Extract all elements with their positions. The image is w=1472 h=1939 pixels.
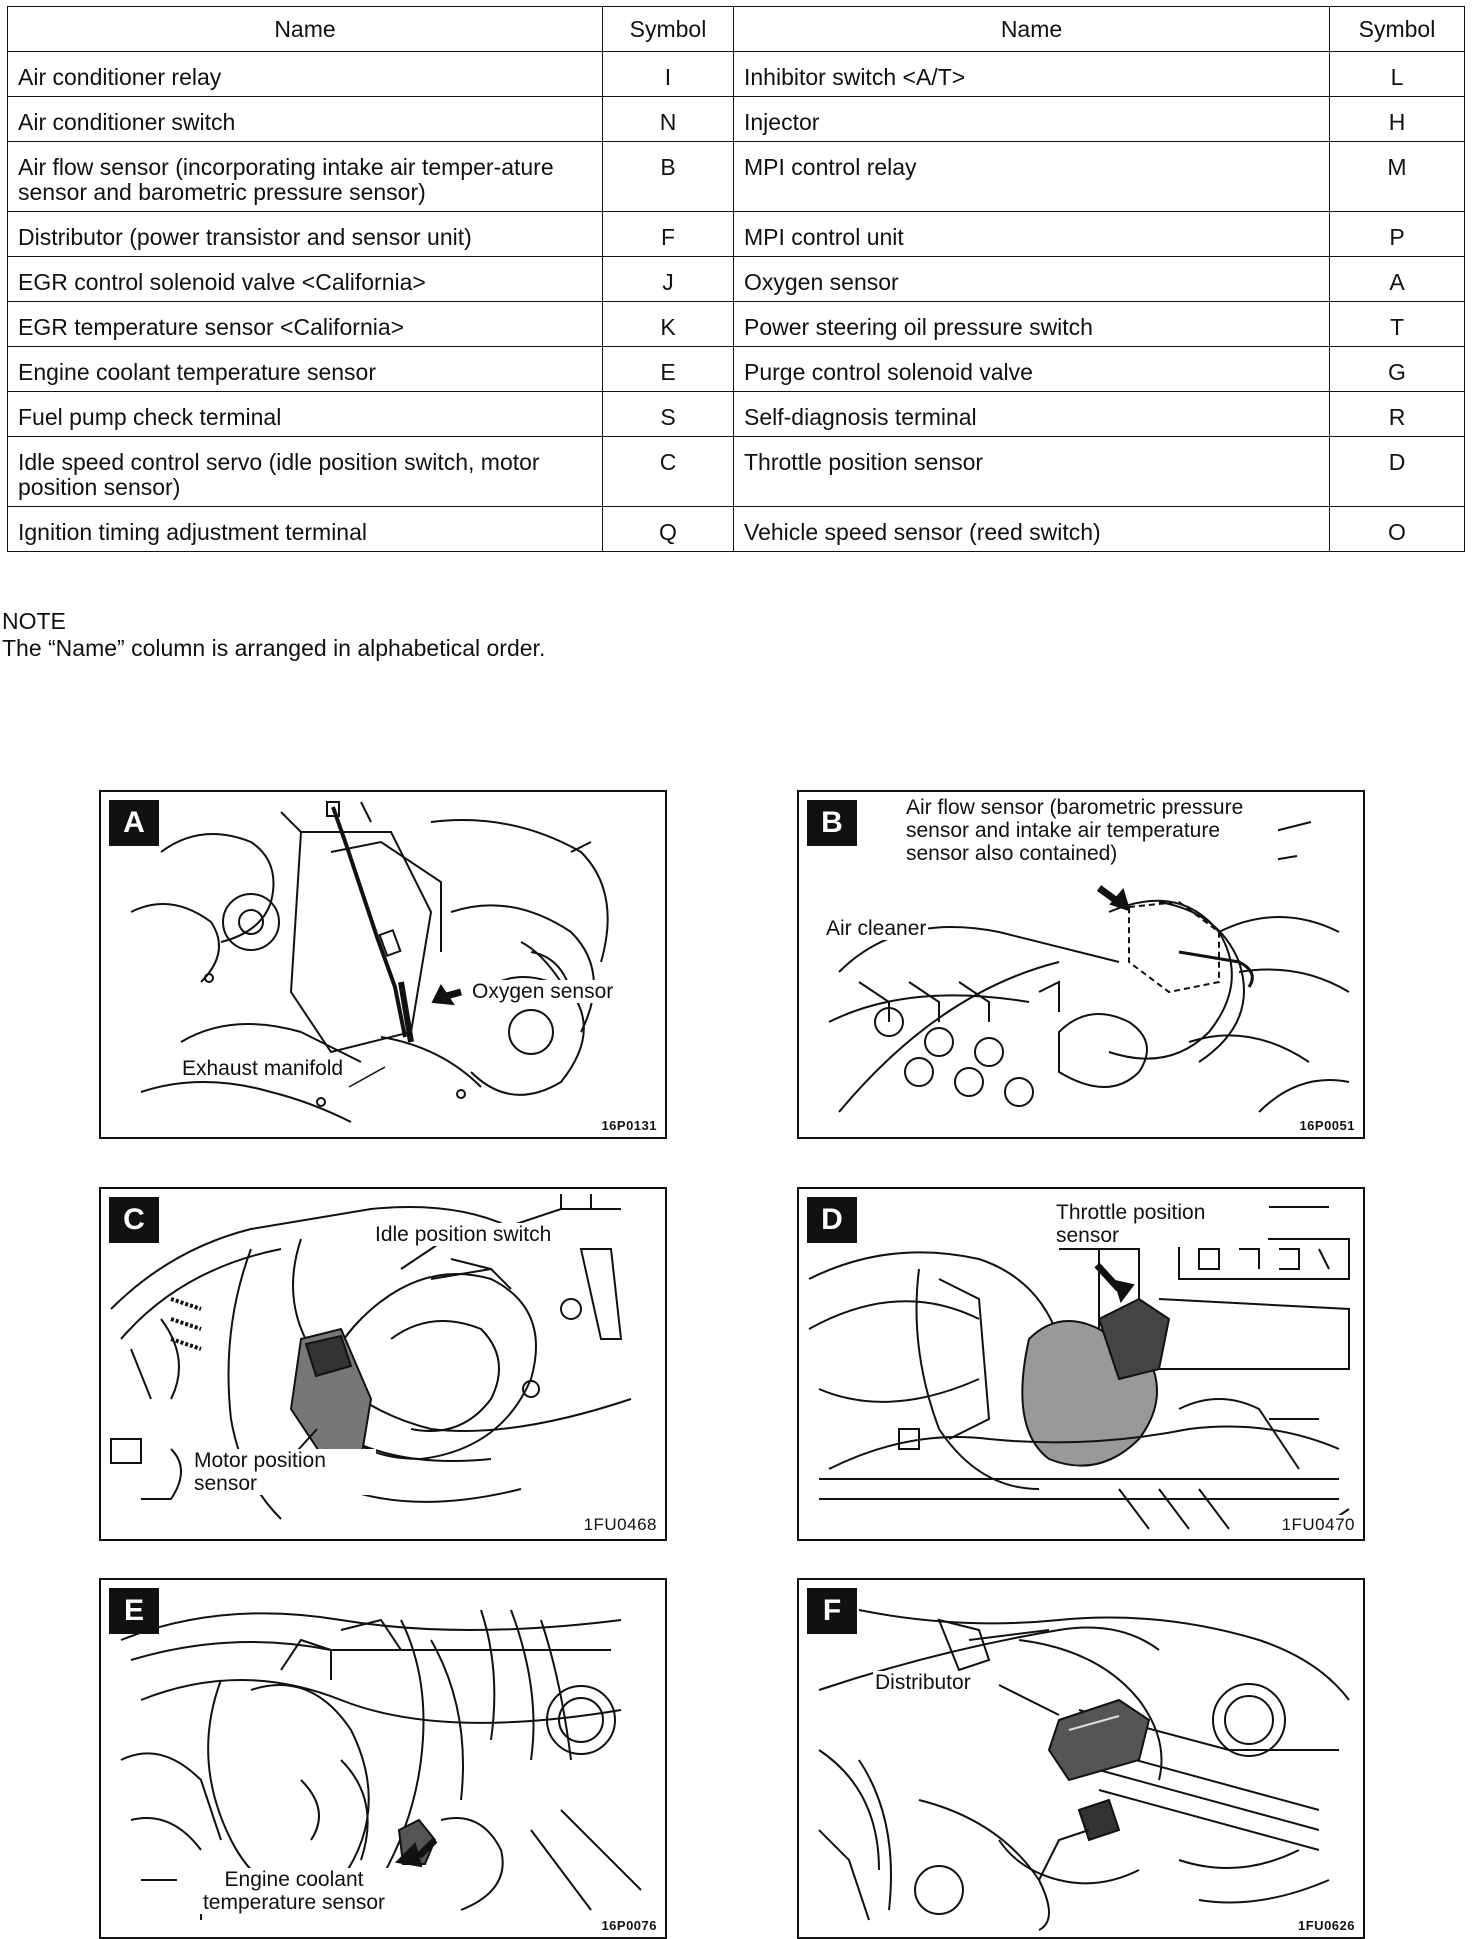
component-symbol: M	[1330, 142, 1465, 212]
component-symbol: E	[603, 347, 734, 392]
oxygen-sensor-label: Oxygen sensor	[472, 980, 614, 1003]
component-symbol: R	[1330, 392, 1465, 437]
throttle-position-sensor-label: Throttle position sensor	[1054, 1201, 1268, 1247]
figure-letter: D	[807, 1197, 857, 1243]
component-name: MPI control relay	[734, 142, 1330, 212]
component-name: Distributor (power transistor and sensor unit)	[8, 212, 603, 257]
figure-a	[99, 790, 667, 1139]
air-cleaner-label: Air cleaner	[826, 917, 927, 940]
component-symbol: S	[603, 392, 734, 437]
figure-c	[99, 1187, 667, 1541]
engine-illustration-a	[101, 792, 665, 1137]
component-symbol: C	[603, 437, 734, 507]
engine-illustration-f	[799, 1580, 1363, 1937]
table-row	[8, 212, 1465, 257]
component-name: Injector	[734, 97, 1330, 142]
note	[2, 608, 545, 662]
component-name: MPI control unit	[734, 212, 1330, 257]
component-symbol: O	[1330, 507, 1465, 552]
exhaust-manifold-label: Exhaust manifold	[182, 1057, 344, 1080]
table-row	[8, 392, 1465, 437]
component-name: Air conditioner switch	[8, 97, 603, 142]
motor-position-sensor-label: Motor position sensor	[192, 1449, 376, 1495]
figure-d	[797, 1187, 1365, 1541]
table-row	[8, 507, 1465, 552]
distributor-label: Distributor	[875, 1671, 971, 1694]
figure-code: 1FU0626	[1298, 1918, 1355, 1933]
figure-e	[99, 1578, 667, 1939]
figure-letter: A	[109, 800, 159, 846]
figure-code: 16P0051	[1299, 1118, 1355, 1133]
note-text: The “Name” column is arranged in alphabetical order.	[2, 635, 546, 661]
figure-code: 1FU0468	[583, 1515, 657, 1534]
figure-f	[797, 1578, 1365, 1939]
table-row	[8, 437, 1465, 507]
header-symbol-right: Symbol	[1330, 7, 1465, 52]
component-name: Air flow sensor (incorporating intake air temper-ature sensor and barometric pressure sensor)	[8, 142, 603, 212]
component-name: Power steering oil pressure switch	[734, 302, 1330, 347]
header-name-left: Name	[8, 7, 603, 52]
component-symbol: I	[603, 52, 734, 97]
component-name: Throttle position sensor	[734, 437, 1330, 507]
component-symbol: Q	[603, 507, 734, 552]
component-name: EGR temperature sensor <California>	[8, 302, 603, 347]
component-name: Purge control solenoid valve	[734, 347, 1330, 392]
component-symbol: H	[1330, 97, 1465, 142]
component-symbol: N	[603, 97, 734, 142]
component-symbol: P	[1330, 212, 1465, 257]
component-name: Air conditioner relay	[8, 52, 603, 97]
table-row	[8, 302, 1465, 347]
component-symbol: F	[603, 212, 734, 257]
figure-letter: F	[807, 1588, 857, 1634]
component-table	[7, 6, 1465, 552]
header-symbol-left: Symbol	[603, 7, 734, 52]
figure-code: 16P0076	[601, 1918, 657, 1933]
component-symbol: G	[1330, 347, 1465, 392]
figure-code: 1FU0470	[1281, 1515, 1355, 1534]
component-symbol: J	[603, 257, 734, 302]
table-row	[8, 142, 1465, 212]
component-symbol: K	[603, 302, 734, 347]
component-name: Ignition timing adjustment terminal	[8, 507, 603, 552]
engine-coolant-temperature-sensor-label: Engine coolant temperature sensor	[177, 1868, 411, 1914]
figure-letter: C	[109, 1197, 159, 1243]
component-name: Engine coolant temperature sensor	[8, 347, 603, 392]
component-name: Inhibitor switch <A/T>	[734, 52, 1330, 97]
figure-letter: B	[807, 800, 857, 846]
component-symbol: T	[1330, 302, 1465, 347]
component-symbol: D	[1330, 437, 1465, 507]
table-row	[8, 347, 1465, 392]
figure-b	[797, 790, 1365, 1139]
component-symbol: B	[603, 142, 734, 212]
table-row	[8, 257, 1465, 302]
header-name-right: Name	[734, 7, 1330, 52]
air-flow-sensor-label: Air flow sensor (barometric pressure sensor and intake air temperature sensor also contained)	[904, 796, 1278, 865]
component-name: Idle speed control servo (idle position switch, motor position sensor)	[8, 437, 603, 507]
note-title: NOTE	[2, 608, 66, 634]
component-name: Self-diagnosis terminal	[734, 392, 1330, 437]
component-symbol: L	[1330, 52, 1465, 97]
table-header-row	[8, 7, 1465, 52]
table-row	[8, 52, 1465, 97]
component-symbol: A	[1330, 257, 1465, 302]
component-name: Vehicle speed sensor (reed switch)	[734, 507, 1330, 552]
figure-letter: E	[109, 1588, 159, 1634]
idle-position-switch-label: Idle position switch	[375, 1223, 552, 1246]
figure-code: 16P0131	[601, 1118, 657, 1133]
component-name: EGR control solenoid valve <California>	[8, 257, 603, 302]
table-row	[8, 97, 1465, 142]
component-name: Oxygen sensor	[734, 257, 1330, 302]
component-name: Fuel pump check terminal	[8, 392, 603, 437]
